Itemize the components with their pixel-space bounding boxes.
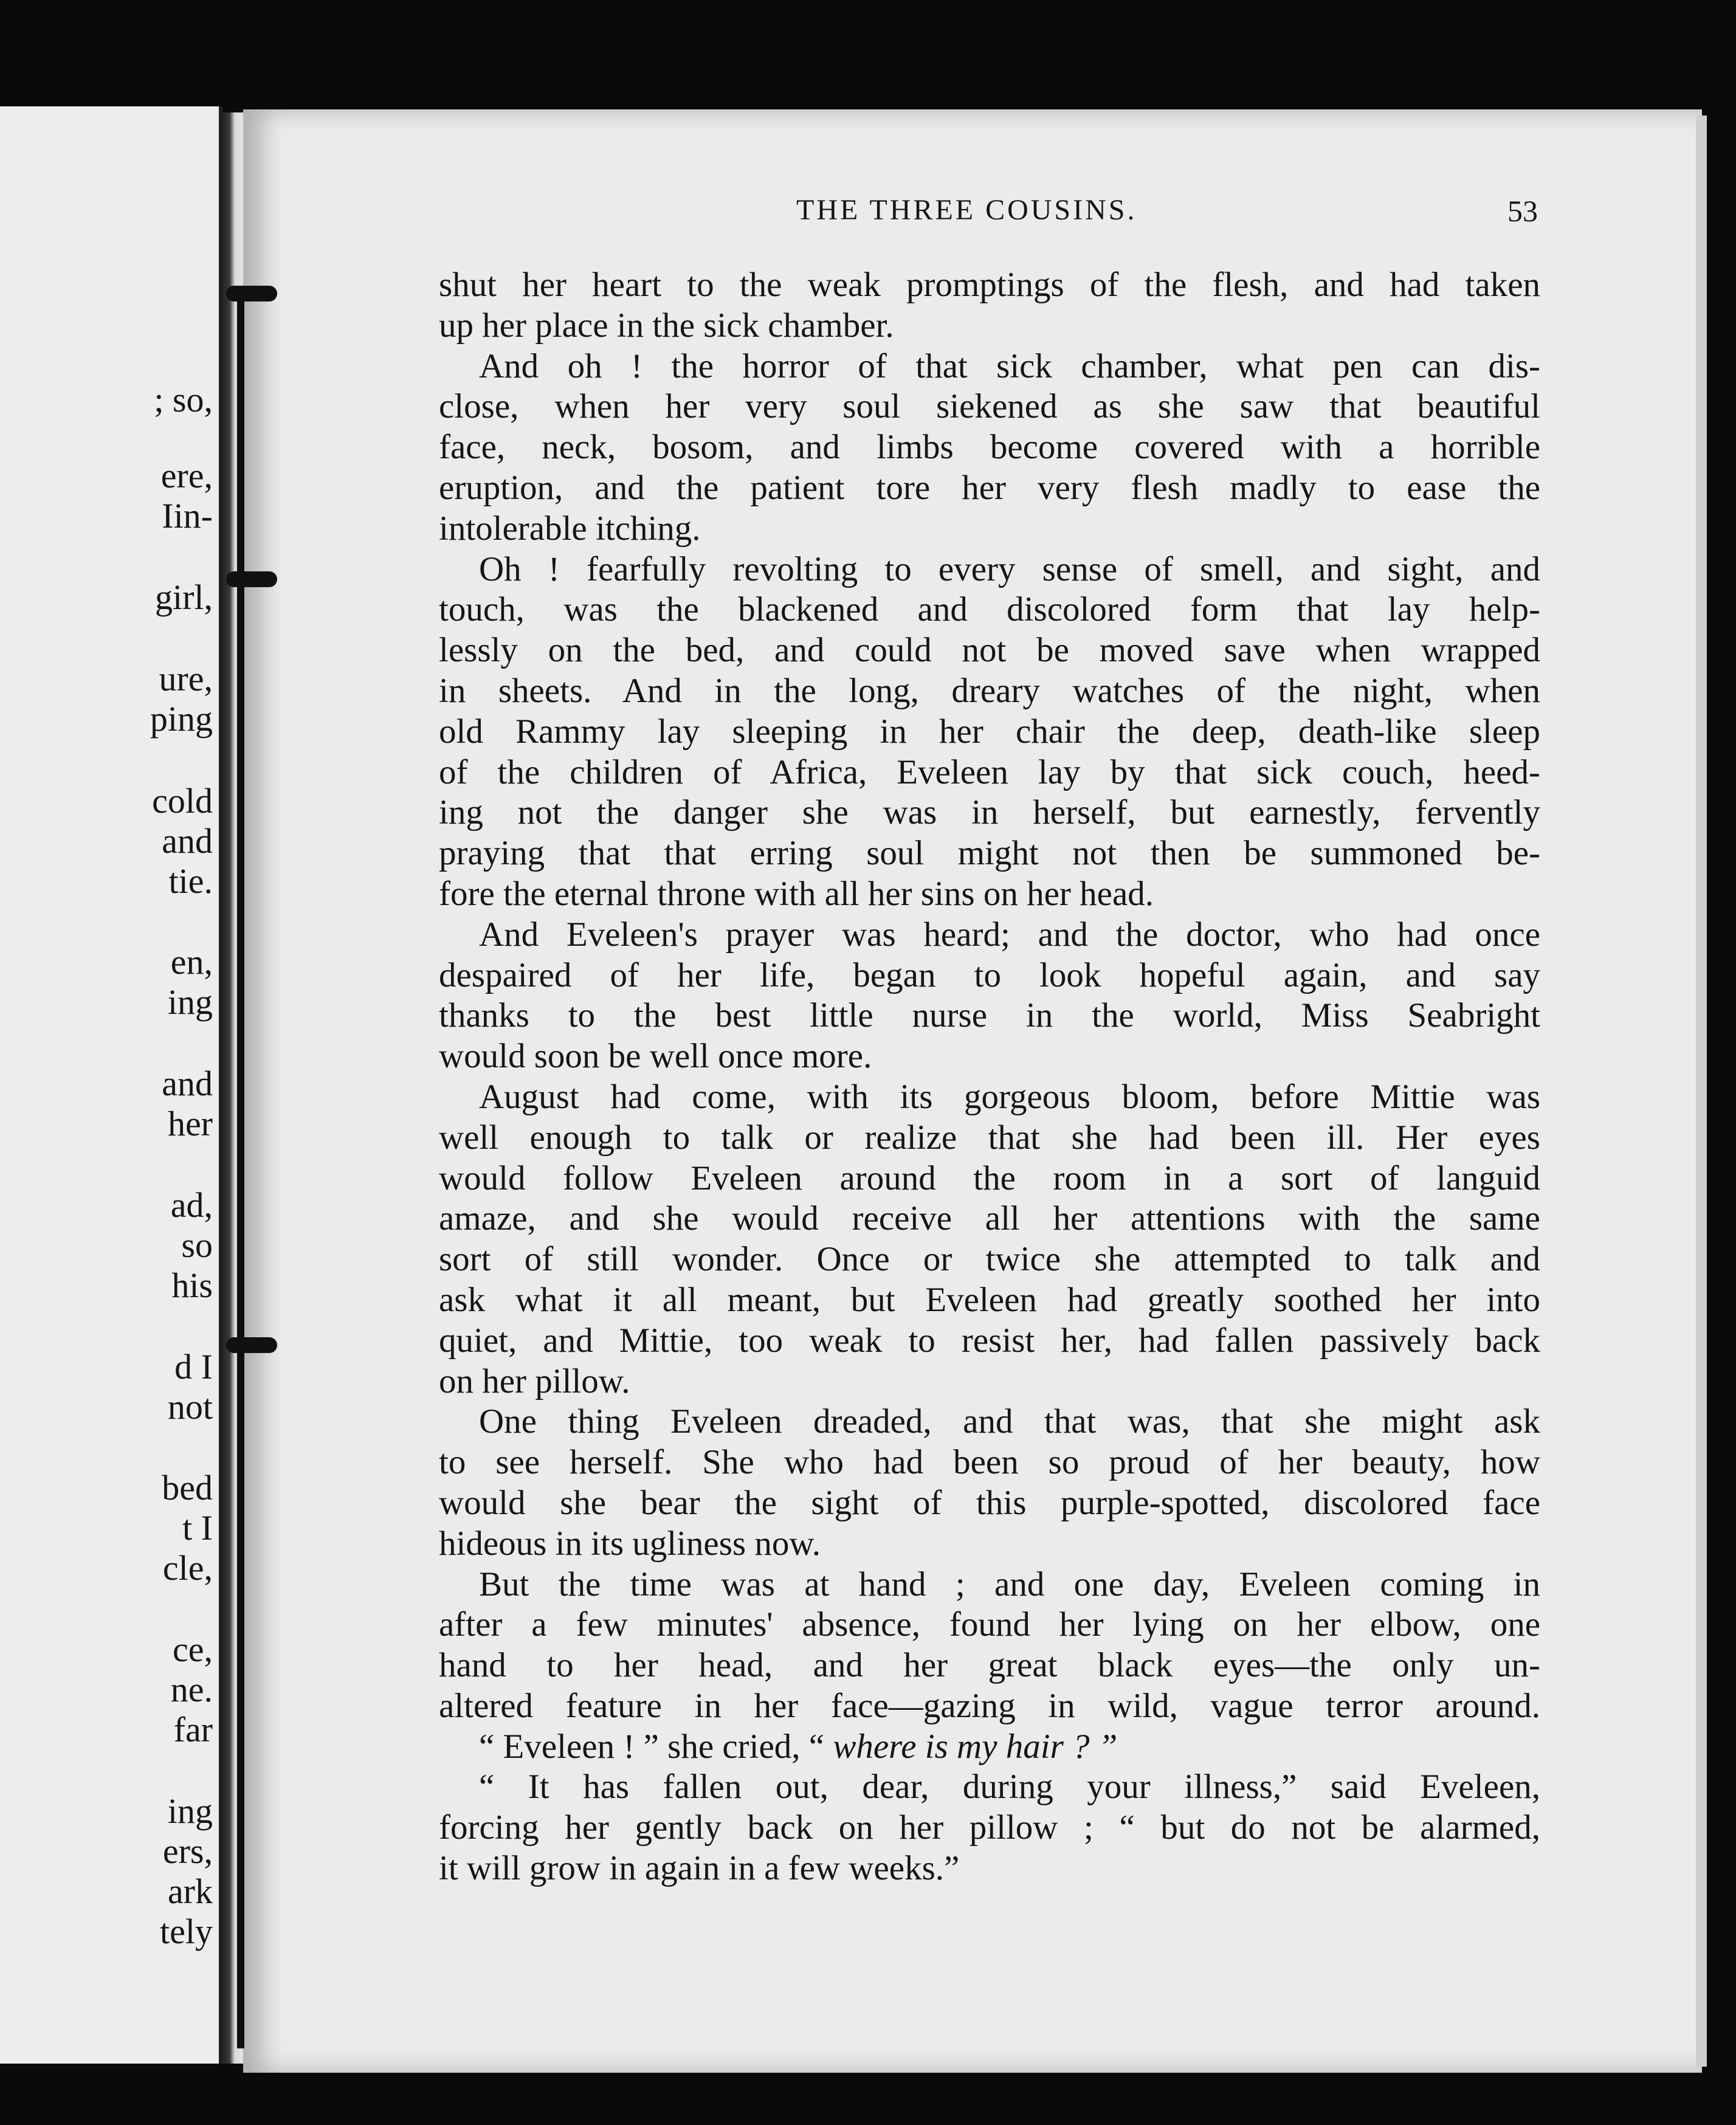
text-line: One thing Eveleen dreaded, and that was, that she might ask — [479, 1402, 1540, 1441]
text-line: Oh ! fearfully revolting to every sense of smell, and sight, and — [479, 549, 1540, 588]
left-fragment: and — [162, 1064, 213, 1103]
body-text — [439, 265, 1540, 1889]
left-fragment: tely — [160, 1912, 213, 1951]
left-fragment: ad, — [170, 1185, 213, 1225]
text-line: touch, was the blackened and discolored form that lay help- — [439, 590, 1540, 629]
text-line: praying that that erring soul might not then be summoned be- — [439, 834, 1540, 873]
binding-stitch — [226, 1337, 277, 1353]
text-line: would soon be well once more. — [439, 1037, 872, 1076]
text-line: up her place in the sick chamber. — [439, 306, 894, 345]
text-line: ask what it all meant, but Eveleen had greatly soothed her into — [439, 1280, 1540, 1319]
left-fragment: ing — [167, 1791, 213, 1831]
page-number: 53 — [1507, 194, 1538, 228]
text-line: it will grow in again in a few weeks.” — [439, 1849, 960, 1888]
binding-thread — [237, 292, 244, 2048]
text-line: intolerable itching. — [439, 509, 701, 548]
quote-text: “ Eveleen ! ” she cried, “ — [479, 1727, 825, 1766]
left-fragment: cle, — [162, 1548, 213, 1588]
left-fragment: en, — [170, 942, 213, 982]
text-line — [439, 1727, 1540, 1768]
left-fragment: Iin- — [162, 496, 213, 536]
left-fragment: so — [181, 1225, 213, 1265]
text-line: lessly on the bed, and could not be moved save when wrapped — [439, 631, 1540, 670]
left-fragment: d I — [174, 1347, 213, 1386]
text-line: thanks to the best little nurse in the world, Miss Seabright — [439, 996, 1540, 1035]
text-line: well enough to talk or realize that she had been ill. Her eyes — [439, 1118, 1540, 1157]
left-fragment: t I — [182, 1508, 213, 1548]
text-line: altered feature in her face—gazing in wild, vague terror around. — [439, 1686, 1540, 1725]
text-line: eruption, and the patient tore her very flesh madly to ease the — [439, 468, 1540, 507]
text-line: August had come, with its gorgeous bloom, before Mittie was — [479, 1077, 1540, 1116]
text-line: face, neck, bosom, and limbs become covered with a horrible — [439, 428, 1540, 467]
left-fragment: cold — [152, 781, 213, 821]
text-line: despaired of her life, began to look hopeful again, and say — [439, 956, 1540, 994]
text-line: of the children of Africa, Eveleen lay by that sick couch, heed- — [439, 753, 1540, 791]
left-fragment: ne. — [170, 1670, 213, 1709]
page-header — [796, 193, 1538, 242]
left-fragment: ping — [150, 699, 213, 739]
running-title: THE THREE COUSINS. — [796, 194, 1137, 226]
text-line: But the time was at hand ; and one day, Eveleen coming in — [479, 1565, 1540, 1603]
text-line: would she bear the sight of this purple-spotted, discolored face — [439, 1483, 1540, 1522]
left-fragment: ark — [167, 1872, 213, 1911]
left-fragment: bed — [162, 1468, 213, 1507]
text-line: in sheets. And in the long, dreary watches of the night, when — [439, 671, 1540, 710]
text-line: And Eveleen's prayer was heard; and the doctor, who had once — [479, 915, 1540, 954]
text-line: amaze, and she would receive all her attentions with the same — [439, 1199, 1540, 1238]
text-line: And oh ! the horror of that sick chamber, what pen can dis- — [479, 346, 1540, 385]
text-line: forcing her gently back on her pillow ; “ but do not be alarmed, — [439, 1808, 1540, 1847]
left-fragment: far — [173, 1710, 213, 1749]
text-line: ing not the danger she was in herself, but earnestly, fervently — [439, 793, 1540, 832]
binding-stitch — [226, 286, 277, 301]
text-line: sort of still wonder. Once or twice she attempted to talk and — [439, 1240, 1540, 1279]
left-fragment: not — [167, 1387, 213, 1427]
text-line: shut her heart to the weak promptings of the flesh, and had taken — [439, 266, 1540, 304]
left-fragment: ing — [167, 982, 213, 1022]
text-line: hand to her head, and her great black eyes—the only un- — [439, 1646, 1540, 1685]
left-fragment: and — [162, 821, 213, 861]
page-edge — [1696, 115, 1707, 2067]
binding-stitch — [226, 571, 277, 587]
text-line: quiet, and Mittie, too weak to resist her, had fallen passively back — [439, 1321, 1540, 1360]
text-line: to see herself. She who had been so proud of her beauty, how — [439, 1443, 1540, 1482]
text-line: hideous in its ugliness now. — [439, 1524, 821, 1563]
left-fragment: tie. — [168, 861, 213, 901]
left-fragment: ure, — [159, 659, 213, 698]
text-line: close, when her very soul siekened as she saw that beautiful — [439, 387, 1540, 426]
left-fragment: ce, — [173, 1630, 213, 1669]
left-page — [0, 106, 222, 2064]
text-line: fore the eternal throne with all her sins on her head. — [439, 874, 1154, 913]
text-line: “ It has fallen out, dear, during your illness,” said Eveleen, — [479, 1768, 1540, 1806]
left-fragment: girl, — [154, 577, 213, 617]
text-line: on her pillow. — [439, 1362, 630, 1400]
left-fragment: ; so, — [154, 380, 213, 419]
text-line: old Rammy lay sleeping in her chair the deep, death-like sleep — [439, 712, 1540, 751]
text-line: after a few minutes' absence, found her lying on her elbow, one — [439, 1605, 1540, 1644]
left-fragment: ers, — [162, 1831, 213, 1871]
left-fragment: her — [167, 1104, 213, 1143]
text-line: would follow Eveleen around the room in a sort of languid — [439, 1159, 1540, 1197]
italic-quote: where is my hair ? ” — [833, 1727, 1118, 1766]
left-fragment: his — [171, 1266, 213, 1305]
left-fragment: ere, — [160, 456, 213, 495]
